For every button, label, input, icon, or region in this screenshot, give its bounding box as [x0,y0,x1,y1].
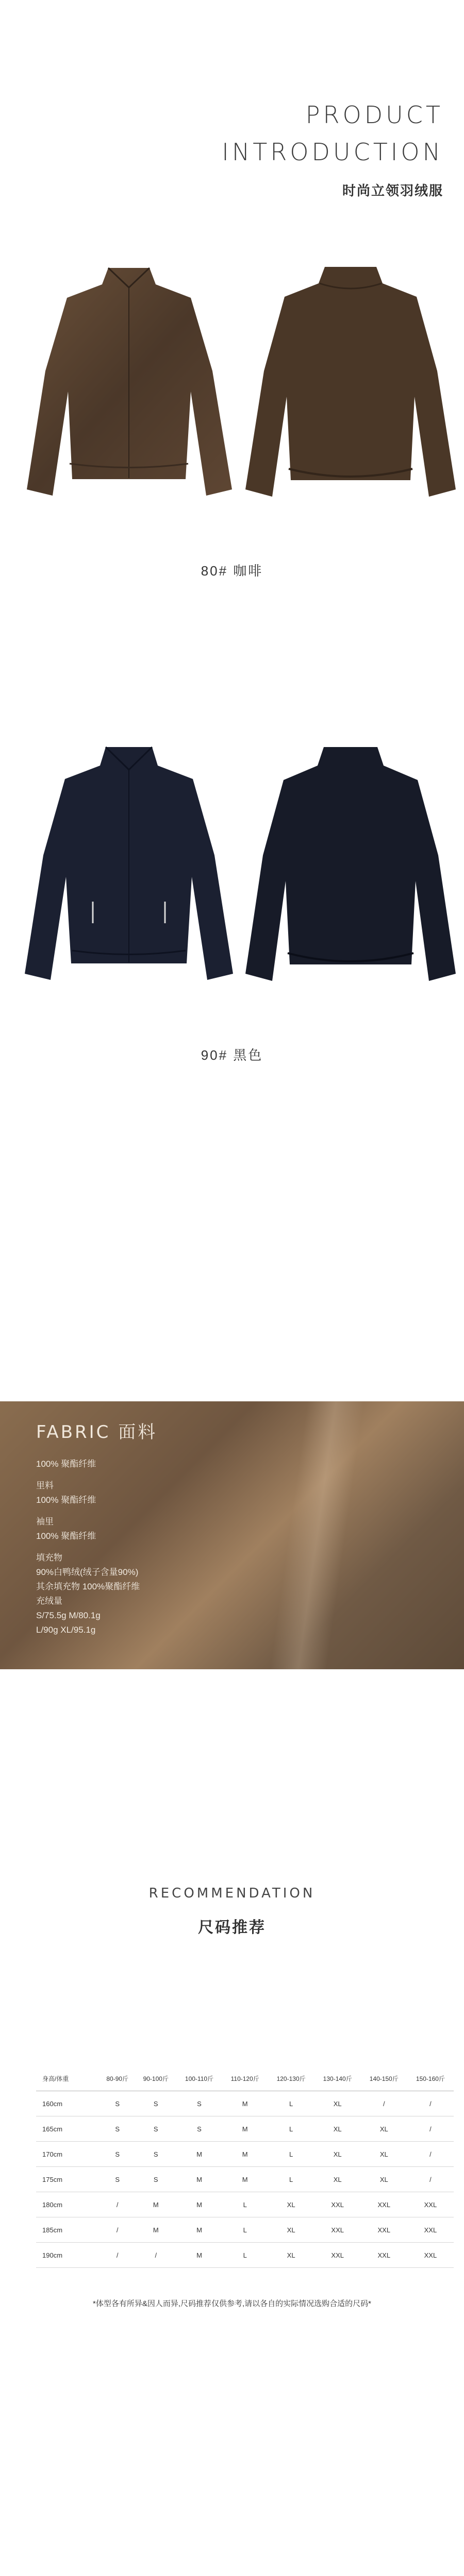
fabric-sheen [270,1401,364,1669]
size-height-cell: 175cm [36,2167,100,2192]
size-value-cell: S [100,2167,135,2192]
size-value-cell: XXL [314,2192,361,2217]
fabric-composition-list [36,1457,140,1645]
size-value-cell: M [135,2217,176,2243]
fabric-item-line: 100% 聚酯纤维 [36,1459,96,1469]
size-value-cell: / [361,2091,407,2116]
size-value-cell: XL [268,2192,314,2217]
size-value-cell: L [268,2091,314,2116]
size-value-cell: / [100,2192,135,2217]
fabric-item-line: 里料 [36,1481,54,1491]
size-table-header-row [36,2066,454,2091]
fabric-item-line: S/75.5g M/80.1g [36,1611,101,1621]
size-value-cell: XL [361,2142,407,2167]
size-value-cell: M [222,2116,268,2142]
fabric-item-sleeve-lining [36,1515,140,1544]
size-value-cell: S [135,2142,176,2167]
size-value-cell: S [100,2142,135,2167]
fabric-item-line: 其余填充物 100%聚酯纤维 [36,1582,140,1592]
size-value-cell: XL [268,2217,314,2243]
fabric-item-lining [36,1479,140,1507]
size-header-cell: 110-120斤 [222,2066,268,2091]
size-value-cell: XXL [407,2243,454,2268]
color-label-black: 90# 黑色 [201,1047,263,1063]
size-value-cell: XXL [361,2192,407,2217]
size-table-row [36,2167,454,2192]
size-value-cell: XL [314,2091,361,2116]
size-value-cell: S [176,2116,222,2142]
size-value-cell: L [268,2142,314,2167]
size-value-cell: S [135,2116,176,2142]
size-value-cell: S [176,2091,222,2116]
size-height-cell: 190cm [36,2243,100,2268]
size-value-cell: XXL [314,2217,361,2243]
fabric-item-line: 100% 聚酯纤维 [36,1531,96,1541]
size-value-cell: M [222,2091,268,2116]
size-value-cell: S [135,2167,176,2192]
size-value-cell: / [135,2243,176,2268]
size-value-cell: M [176,2192,222,2217]
size-height-cell: 185cm [36,2217,100,2243]
fabric-item-line: 填充物 [36,1553,62,1563]
size-value-cell: M [222,2167,268,2192]
size-value-cell: / [100,2243,135,2268]
size-value-cell: S [100,2116,135,2142]
size-header-cell: 140-150斤 [361,2066,407,2091]
size-note: *体型各有所异&因人而异,尺码推荐仅供参考,请以各自的实际情况选购合适的尺码* [92,2299,372,2308]
size-value-cell: / [407,2091,454,2116]
fabric-item-shell [36,1457,140,1471]
size-header-cell: 150-160斤 [407,2066,454,2091]
size-value-cell: / [407,2142,454,2167]
black-jacket-back-image [242,732,459,999]
size-height-cell: 180cm [36,2192,100,2217]
size-header-cell: 130-140斤 [314,2066,361,2091]
size-value-cell: L [222,2192,268,2217]
size-value-cell: M [176,2243,222,2268]
size-table-row [36,2116,454,2142]
fabric-item-line: 袖里 [36,1517,54,1527]
size-value-cell: XXL [407,2192,454,2217]
size-value-cell: M [176,2142,222,2167]
size-value-cell: L [222,2217,268,2243]
size-table-row [36,2243,454,2268]
fabric-item-filling [36,1551,140,1637]
coffee-jacket-front-image [21,247,237,515]
size-value-cell: L [222,2243,268,2268]
size-header-cell: 80-90斤 [100,2066,135,2091]
size-value-cell: XXL [407,2217,454,2243]
header-title-line1: PRODUCT [305,101,443,129]
size-section-title-cn: 尺码推荐 [198,1919,266,1936]
size-value-cell: M [176,2217,222,2243]
size-value-cell: / [407,2167,454,2192]
size-table-body [36,2091,454,2268]
coffee-jacket-back-image [242,247,459,515]
size-header-cell: 90-100斤 [135,2066,176,2091]
color-label-coffee: 80# 咖啡 [201,563,263,579]
size-value-cell: / [100,2217,135,2243]
size-value-cell: M [222,2142,268,2167]
size-header-cell: 120-130斤 [268,2066,314,2091]
size-value-cell: XL [314,2167,361,2192]
fabric-item-line: L/90g XL/95.1g [36,1625,96,1635]
size-value-cell: XL [314,2116,361,2142]
size-value-cell: S [135,2091,176,2116]
size-value-cell: XL [361,2116,407,2142]
size-header-cell: 身高/体重 [36,2066,100,2091]
size-height-cell: 170cm [36,2142,100,2167]
size-table-row [36,2091,454,2116]
fabric-item-line: 充绒量 [36,1596,62,1606]
size-table-row [36,2142,454,2167]
size-value-cell: XL [361,2167,407,2192]
black-jacket-front-image [21,732,237,999]
size-value-cell: XXL [361,2243,407,2268]
size-value-cell: M [176,2167,222,2192]
size-value-cell: XXL [361,2217,407,2243]
size-value-cell: S [100,2091,135,2116]
header-title-line2: INTRODUCTION [222,138,443,166]
product-intro-header [0,0,464,216]
size-value-cell: XXL [314,2243,361,2268]
size-value-cell: / [407,2116,454,2142]
size-section-title-en: RECOMMENDATION [148,1886,316,1901]
fabric-item-line: 90%白鸭绒(绒子含量90%) [36,1567,139,1578]
size-header-cell: 100-110斤 [176,2066,222,2091]
size-table [36,2066,454,2268]
size-height-cell: 160cm [36,2091,100,2116]
size-value-cell: XL [314,2142,361,2167]
size-value-cell: XL [268,2243,314,2268]
header-subtitle: 时尚立领羽绒服 [342,183,443,198]
size-value-cell: L [268,2167,314,2192]
fabric-item-line: 100% 聚酯纤维 [36,1495,96,1505]
fabric-title: FABRIC 面料 [36,1422,158,1443]
size-value-cell: L [268,2116,314,2142]
size-value-cell: M [135,2192,176,2217]
size-table-row [36,2217,454,2243]
size-height-cell: 165cm [36,2116,100,2142]
size-table-row [36,2192,454,2217]
fabric-panel [0,1401,464,1669]
